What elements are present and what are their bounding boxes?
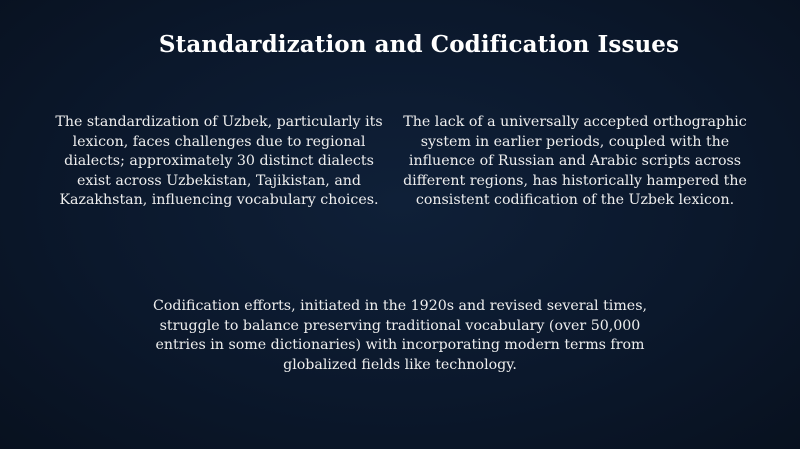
paragraph-dialects: The standardization of Uzbek, particularly its lexicon, faces challenges due to regional dialects; approximately 30 distinct dialects exist across Uzbekistan, Tajikistan, and Kazakhstan, influencing vocabulary choices.	[55, 114, 383, 209]
paragraph-orthography: The lack of a universally accepted orthographic system in earlier periods, coupled with the influence of Russian and Arabic scripts across different regions, has historically hampered the consistent codification of the Uzbek lexicon.	[403, 114, 747, 209]
paragraph-codification: Codification efforts, initiated in the 1920s and revised several times, struggle to balance preserving traditional vocabulary (over 50,000 entries in some dictionaries) with incorporating modern terms from globalized fields like technology.	[153, 298, 647, 373]
slide-title: Standardization and Codification Issues	[158, 31, 680, 58]
